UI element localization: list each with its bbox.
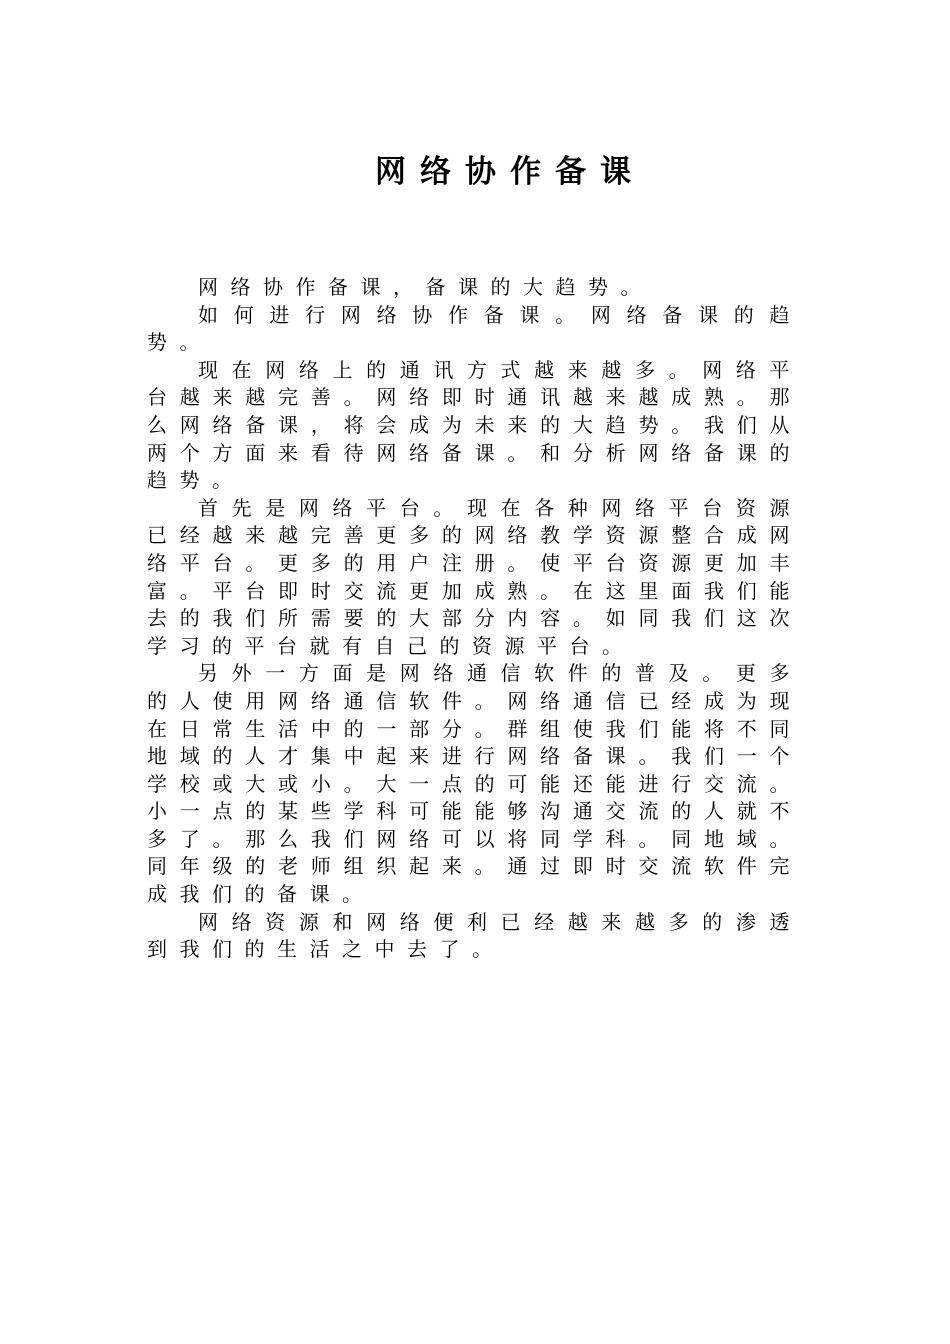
paragraph-1: 网络协作备课，备课的大趋势。 [198, 275, 653, 299]
paragraph-3: 现在网络上的通讯方式越来越多。网络平台越来越完善。网络即时通讯越来越成熟。那么网络备课，将会成为未来的大趋势。我们从两个方面来看待网络备课。和分析网络备课的趋势。 [147, 357, 802, 493]
document-body [147, 274, 802, 964]
paragraph-4: 首先是网络平台。现在各种网络平台资源已经越来越完善更多的网络教学资源整合成网络平台。更多的用户注册。使平台资源更加丰富。平台即时交流更加成熟。在这里面我们能去的我们所需要的大部分内容。如同我们这次学习的平台就有自己的资源平台。 [147, 495, 802, 658]
document-title: 网络协作备课 [375, 154, 645, 190]
paragraph-6: 网络资源和网络便利已经越来越多的渗透到我们的生活之中去了。 [147, 909, 802, 962]
paragraph-5: 另外一方面是网络通信软件的普及。更多的人使用网络通信软件。网络通信已经成为现在日常生活中的一部分。群组使我们能将不同地域的人才集中起来进行网络备课。我们一个学校或大或小。大一点的可能还能进行交流。小一点的某些学科可能能够沟通交流的人就不多了。那么我们网络可以将同学科。同地域。同年级的老师组织起来。通过即时交流软件完成我们的备课。 [147, 661, 802, 907]
paragraph-2: 如何进行网络协作备课。网络备课的趋势。 [147, 302, 802, 355]
